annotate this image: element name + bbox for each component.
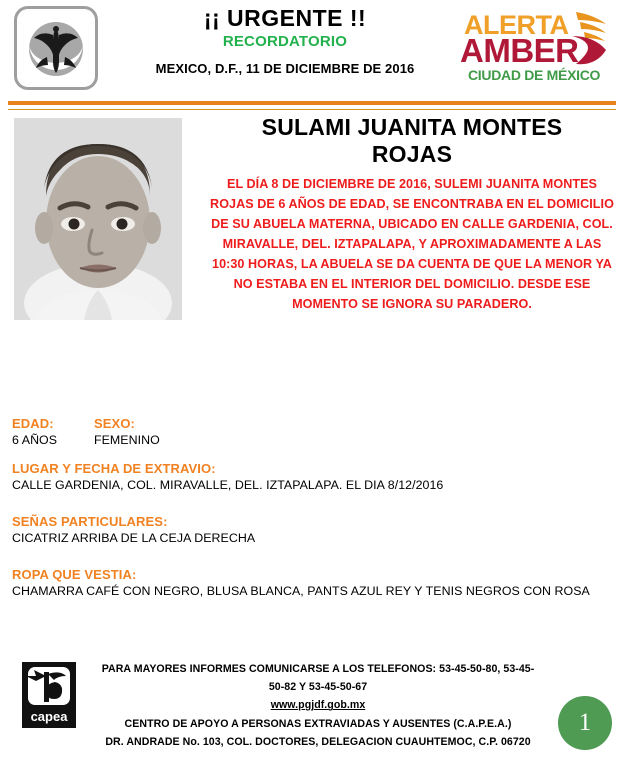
pgj-eagle-emblem-icon — [14, 6, 98, 90]
header-center-block — [120, 6, 450, 76]
document-header — [0, 0, 624, 96]
edad-field — [12, 416, 57, 447]
capea-logo-icon — [22, 662, 76, 728]
document-footer — [0, 652, 624, 768]
svg-text:ALERTA: ALERTA — [464, 10, 569, 40]
svg-text:capea: capea — [30, 709, 68, 724]
footer-phones-line: PARA MAYORES INFORMES COMUNICARSE A LOS TELEFONOS: 53-45-50-80, 53-45-50-82 Y 53-45-50-67 — [101, 663, 535, 694]
footer-center-name-line: CENTRO DE APOYO A PERSONAS EXTRAVIADAS Y AUSENTES (C.A.P.E.A.) — [124, 717, 512, 730]
victim-portrait-photo — [14, 118, 182, 320]
senas-particulares-field — [12, 514, 616, 545]
svg-text:AMBER: AMBER — [460, 32, 579, 69]
page-number-badge: 1 — [558, 696, 612, 750]
senas-particulares-label: SEÑAS PARTICULARES: — [12, 514, 168, 529]
alerta-amber-logo — [460, 6, 616, 86]
sexo-field — [94, 416, 160, 447]
main-alert-section — [0, 114, 624, 414]
header-divider-thin — [8, 109, 616, 110]
lugar-fecha-label: LUGAR Y FECHA DE EXTRAVIO: — [12, 461, 216, 476]
urgente-heading: ¡¡ URGENTE !! — [203, 5, 367, 31]
victim-name-heading: SULAMI JUANITA MONTES ROJAS — [261, 114, 563, 168]
footer-website-link[interactable]: www.pgjdf.gob.mx — [270, 699, 366, 712]
victim-details-section — [12, 416, 616, 598]
footer-contact-text — [100, 660, 536, 751]
footer-address-line: DR. ANDRADE No. 103, COL. DOCTORES, DELEGACION CUAUHTEMOC, C.P. 06720 — [105, 735, 531, 748]
sexo-label: SEXO: — [94, 416, 135, 431]
ropa-vestia-label: ROPA QUE VESTIA: — [12, 567, 137, 582]
alert-text-block — [205, 114, 619, 314]
edad-value: 6 AÑOS — [12, 433, 58, 447]
sexo-value: FEMENINO — [94, 433, 160, 447]
recordatorio-subheading: RECORDATORIO — [222, 33, 348, 51]
senas-particulares-value: CICATRIZ ARRIBA DE LA CEJA DERECHA — [12, 531, 256, 545]
lugar-fecha-field — [12, 461, 616, 492]
svg-text:CIUDAD DE MÉXICO: CIUDAD DE MÉXICO — [468, 67, 601, 83]
edad-label: EDAD: — [12, 416, 54, 431]
lugar-fecha-value: CALLE GARDENIA, COL. MIRAVALLE, DEL. IZTAPALAPA. EL DIA 8/12/2016 — [12, 478, 444, 492]
city-date-line: MEXICO, D.F., 11 DE DICIEMBRE DE 2016 — [155, 61, 415, 77]
alert-description-text: EL DÍA 8 DE DICIEMBRE DE 2016, SULEMI JUANITA MONTES ROJAS DE 6 AÑOS DE EDAD, SE ENCONTRABA EN EL DOMICILIO DE SU ABUELA MATERNA, UBICADO EN CALLE GARDENIA, COL. MIRAVALLE, DEL. IZTAPALAPA, Y APROXIMADAMENTE A LAS 10:30 HORAS, LA ABUELA SE DA CUENTA DE QUE LA MENOR YA NO ESTABA EN EL INTERIOR DEL DOMICILIO. DESDE ESE MOMENTO SE IGNORA SU PARADERO. — [210, 177, 614, 311]
header-divider-thick — [8, 101, 616, 105]
edad-sexo-row — [12, 416, 616, 452]
ropa-vestia-value: CHAMARRA CAFÉ CON NEGRO, BLUSA BLANCA, PANTS AZUL REY Y TENIS NEGROS CON ROSA — [12, 584, 590, 598]
ropa-vestia-field — [12, 567, 616, 598]
